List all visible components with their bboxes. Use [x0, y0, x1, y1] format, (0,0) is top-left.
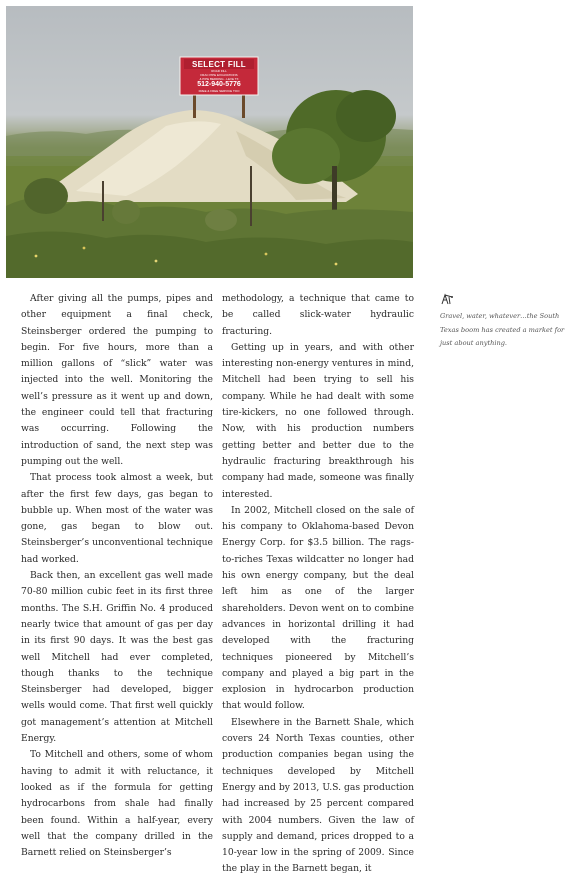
photo-caption: Gravel, water, whatever…the South Texas boom has created a market for just about anything. — [440, 312, 565, 348]
sign-phone: 512-940-5776 — [197, 81, 241, 88]
sign-line-2: FRAC PIPE EXCAVATIONS — [200, 73, 238, 77]
photo-scene — [6, 6, 413, 278]
body-column-1 — [21, 291, 213, 861]
paragraph: To Mitchell and others, some of whom having to admit it with reluctance, it looked as if the formula for getting hydrocarbons from shale had finally been found. Within a half-year, every well that the company drilled in the Barnett relied on Steinsberger’s — [21, 749, 213, 859]
sign-line-1: ROAD FILL — [211, 69, 227, 73]
paragraph-continued: methodology, a technique that came to be called slick-water hydraulic fracturing. — [222, 293, 414, 337]
gravel-pile-photo — [6, 6, 413, 278]
sign-title: SELECT FILL — [192, 60, 246, 69]
fracking-rig-icon — [440, 293, 454, 305]
paragraph: Elsewhere in the Barnett Shale, which covers 24 North Texas counties, other production companies began using the techniques developed by Mitchell Energy and by 2013, U.S. gas production had increased by 25 percent compared with 2004 numbers. Given the law of supply and demand, prices dropped to a 10-year low in the spring of 2009. Since the play in the Barnett began, it — [222, 716, 414, 875]
paragraph: Back then, an excellent gas well made 70-80 million cubic feet in its first three months. The S.H. Griffin No. 4 produced nearly twice that amount of gas per day in its first 90 days. It was the best gas well Mitchell had ever completed, though thanks to the technique Steinsberger had developed, bigger wells would come. That first well quickly got management’s attention at Mitchell Energy. — [21, 570, 213, 745]
select-fill-sign — [182, 59, 256, 93]
body-column-2 — [222, 291, 414, 878]
sign-line-4: FREE & FREE SERVICE TOO — [198, 89, 240, 93]
paragraph: After giving all the pumps, pipes and other equipment a final check, Steinsberger ordered the pumping to begin. For five hours, more than a million gallons of “slick” water was injected into the well. Monitoring the well’s pressure as it went up and down, the engineer could tell that fracturing was occurring. Following the introduction of sand, the next step was pumping out the well. — [21, 293, 213, 467]
paragraph: In 2002, Mitchell closed on the sale of his company to Oklahoma-based Devon Energy Corp. for $3.5 billion. The rags-to-riches Texas wildcatter no longer had his own energy company, but the deal left him as one of the larger shareholders. Devon went on to combine advances in horizontal drilling it had developed with the fracturing techniques pioneered by Mitchell’s company and played a big part in the explosion in hydrocarbon production that would follow. — [222, 504, 414, 712]
paragraph: That process took almost a week, but after the first few days, gas began to bubble up. When most of the water was gone, gas began to blow out. Steinsberger’s unconventional technique had worked. — [21, 472, 213, 565]
sign-line-3: & PIPE BEDDING - LEVE TX — [199, 77, 239, 81]
paragraph: Getting up in years, and with other interesting non-energy ventures in mind, Mitchell had been trying to sell his company. While he had dealt with some tire-kickers, no one followed through. Now, with his production numbers getting better and better due to the hydraulic fracturing breakthrough his company had made, someone was finally interested. — [222, 341, 414, 500]
